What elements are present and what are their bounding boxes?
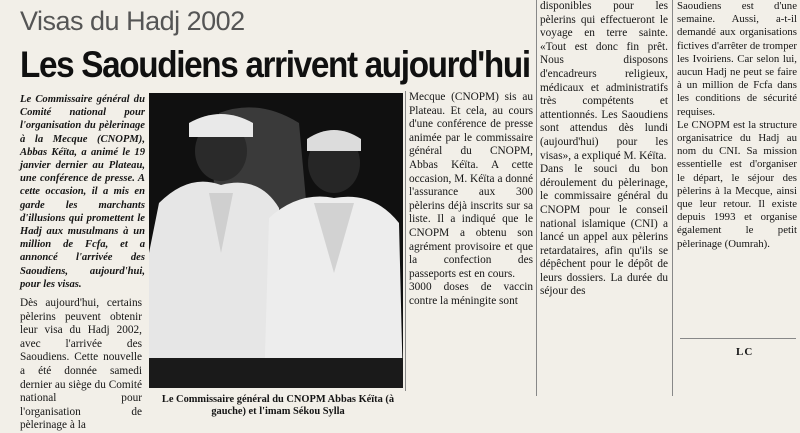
col3-paragraph-2: 3000 doses de vaccin contre la méningite sont [409,281,533,307]
col4-paragraph-1: disponibles pour les pèlerins qui effectueront le voyage en terre sainte. «Tout est donc fin prêt. Nous disposons d'encadreurs religieux, médicaux et administratifs très compétents et attentionnés. Les Saoudiens sont attendus dès lundi (aujourd'hui) pour les visas», a expliqué M. Kéïta. [540,0,668,162]
article-body-col1: Dès aujourd'hui, certains pèlerins peuvent obtenir leur visa du Hadj 2002, avec l'arrivée des Saoudiens. Cette nouvelle a été donnée samedi dernier au siège du Comité national pour l'organisation de pèlerinage à la [20,297,142,432]
article-kicker: Visas du Hadj 2002 [20,6,245,36]
column-divider [405,91,406,391]
author-signature: LC [736,346,754,358]
photo-illustration [149,93,403,388]
article-photo [149,93,403,388]
article-lead: Le Commissaire général du Comité national pour l'organisation du pèlerinage à la Mecque (CNOPM), Abbas Kéïta, a animé le 19 janvier dernier au Plateau, une conférence de presse. A cette occasion, il a mis en garde les marchants d'illusions qui promettent le Hadj aux musulmans à un million de Fcfa, et a annoncé l'arrivée des Saoudiens, aujourd'hui, pour les visas. [20,94,145,290]
article-col4 [540,0,668,299]
article-col3 [409,91,533,309]
photo-caption: Le Commissaire général du CNOPM Abbas Kéïta (à gauche) et l'imam Sékou Sylla [161,394,395,418]
signature-rule [680,338,796,339]
article-headline: Les Saoudiens arrivent aujourd'hui [20,44,530,85]
col5-paragraph-2: Le CNOPM est la structure organisatrice du Hadj au nom du CNI. Sa mission essentielle est d'organiser le départ, le séjour des pèlerins à la Mecque, ainsi que leur retour. Il existe depuis 1993 et organise également le petit pèlerinage (Oumrah). [677,118,797,250]
col5-paragraph-1: Saoudiens est d'une semaine. Aussi, a-t-il demandé aux organisations fictives d'arrêter de tromper les Ivoiriens. Car selon lui, aucun Hadj ne peut se faire à un million de Fcfa dans les conditions de sécurité requises. [677,0,797,118]
column-divider [672,0,673,396]
col3-paragraph-1: Mecque (CNOPM) sis au Plateau. Et cela, au cours d'une conférence de presse animée par le commissaire général du CNOPM, Abbas Kéïta. A cette occasion, M. Kéïta a donné l'assurance aux 300 pèlerins déjà inscrits sur sa liste. Il a indiqué que le CNOPM a obtenu son agrément provisoire et que la confection des passeports est en cours. [409,91,533,280]
article-col5 [677,0,797,251]
col4-paragraph-2: Dans le souci du bon déroulement du pèlerinage, le commissaire général du CNOPM pour le conseil national islamique (CNI) a lancé un appel aux pèlerins retardataires, afin qu'ils se dépêchent pour le dépôt de leurs dossiers. La durée du séjour des [540,163,668,298]
column-divider [536,0,537,396]
